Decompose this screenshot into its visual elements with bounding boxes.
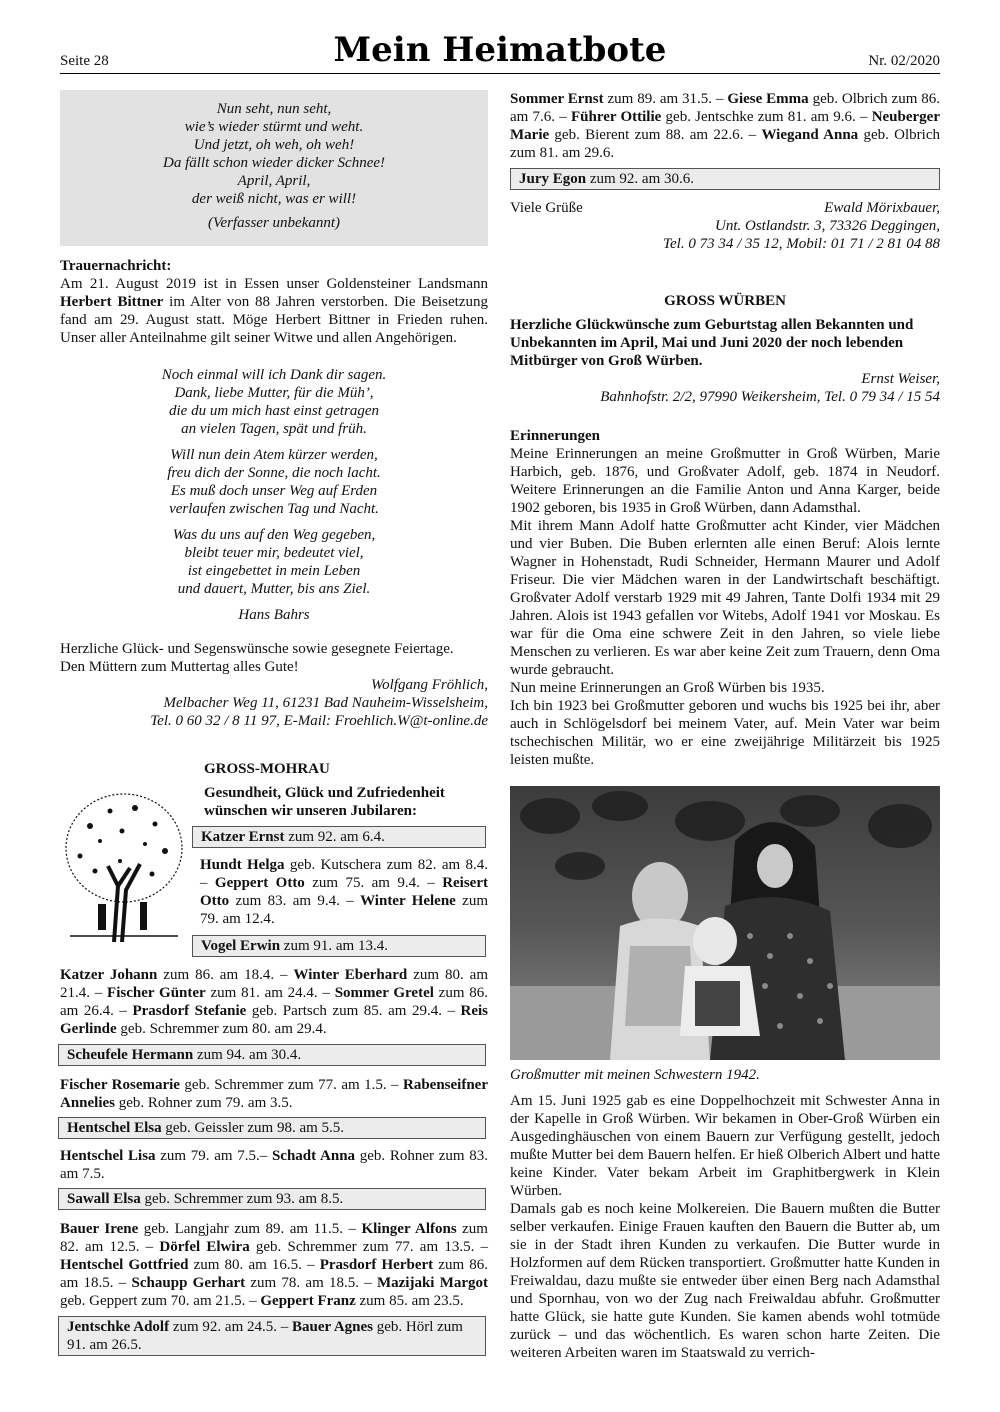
- person-name: Geppert Franz: [260, 1293, 356, 1309]
- obituary-heading: Trauernachricht:: [60, 258, 172, 274]
- person-name: Winter Eberhard: [293, 967, 408, 983]
- highlight-box: Sawall Elsa geb. Schremmer zum 93. am 8.5.: [58, 1188, 486, 1210]
- poem-line: verlaufen zwischen Tag und Nacht.: [169, 501, 379, 517]
- poem-line: und dauert, Mutter, bis ans Ziel.: [177, 581, 371, 597]
- poem-line: freu dich der Sonne, die noch lacht.: [167, 465, 381, 481]
- obituary-text: Am 21. August 2019 ist in Essen unser Goldensteiner Landsmann Herbert Bittner im Alter von 88 Jahren verstorben. Die Beisetzung fand am 29. August statt. Möge Herbert Bittner in Frieden ruhen. Unser aller Anteilnahme gilt seiner Witwe und allen Angehörigen.: [60, 276, 488, 346]
- person-name: Sommer Ernst: [510, 91, 604, 107]
- mohrau-intro: Gesundheit, Glück und Zufriedenheit wünschen wir unseren Jubilaren:: [204, 785, 445, 819]
- jubilee-detail: zum 89. am 31.5. –: [603, 91, 728, 107]
- section-title-gross-wuerben: GROSS WÜRBEN: [664, 293, 786, 309]
- obituary: [60, 257, 488, 347]
- jubilee-detail: geb. Rohner zum 83. am 7.5.: [60, 1148, 488, 1182]
- memories-article: [510, 427, 940, 769]
- spring-poem: [60, 90, 488, 232]
- jubilee-detail: zum 79. am 7.5.–: [155, 1148, 272, 1164]
- jubilee-detail: geb. Olbrich zum 81. am 29.6.: [510, 127, 941, 161]
- signature-address: Melbacher Weg 11, 61231 Bad Nauheim-Wisselsheim,: [163, 695, 488, 711]
- jubilee-detail: zum 78. am 18.5. –: [245, 1275, 377, 1291]
- person-name: Prasdorf Stefanie: [132, 1003, 247, 1019]
- mother-poem: [60, 366, 488, 624]
- person-name: Winter Helene: [360, 893, 456, 909]
- jubilee-list: [60, 1220, 488, 1310]
- paragraph: Damals gab es noch keine Molkereien. Die Bauern mußten die Butter selber verkaufen. Einige Frauen kauften den Bauern die Butter ab, um sie in der Stadt ihren Kunden zu verkaufen. Die Butter wurde in Holzformen auf dem Rücken transportiert. Großmutter hatte Kunden in Freiwaldau, dazu mußte sie entweder über einen Berg nach Adamsthal und Spornhau, von wo der Zug nach Freiwaldau abfuhr. Großmutter hatte Glück, sie hatte gute Kunden. Sie kamen abends wohl totmüde zurück – und das wöchentlich. Es waren schon harte Zeiten. Die weiteren Arbeiten waren im Staatswald zu verrich-: [510, 1201, 940, 1361]
- tree-illustration: [60, 786, 188, 942]
- signature-address: Unt. Ostlandstr. 3, 73326 Deggingen,: [715, 218, 940, 234]
- person-name: Katzer Johann: [60, 967, 158, 983]
- jubilee-detail: geb. Langjahr zum 89. am 11.5. –: [138, 1221, 362, 1237]
- person-name: Führer Ottilie: [570, 109, 662, 125]
- signature-contact: Tel. 0 60 32 / 8 11 97, E-Mail: Froehlich.W@t-online.de: [150, 713, 488, 729]
- poem-line: Es muß doch unser Weg auf Erden: [170, 483, 378, 499]
- photo-caption: Großmutter mit meinen Schwestern 1942.: [510, 1067, 760, 1083]
- poem-line: der weiß nicht, was er will!: [191, 191, 357, 207]
- highlight-box: Hentschel Elsa geb. Geissler zum 98. am 5.5.: [58, 1117, 486, 1139]
- jubilee-list: [60, 966, 488, 1038]
- jubilee-detail: geb. Schremmer zum 80. am 29.4.: [116, 1021, 327, 1037]
- jubilee-detail: zum 81. am 24.4. –: [205, 985, 335, 1001]
- person-name: Schadt Anna: [271, 1148, 356, 1164]
- jubilee-detail: geb. Jentschke zum 81. am 9.6. –: [661, 109, 872, 125]
- paragraph: Am 15. Juni 1925 gab es eine Doppelhochzeit mit Schwester Anna in der Kapelle in Groß Würben. Wir bekamen in Ober-Groß Würben ein Ausgedinghäuschen von einem Bauern zur Verfügung gestellt, jedoch mußte Mutter bei dem Bauern helfen. Er hieß Olberich Albert und hatte keine Kinder. Vater bekam Arbeit im Graphitbergwerk in Klein Würben.: [510, 1093, 940, 1199]
- poem-line: Will nun dein Atem kürzer werden,: [170, 447, 378, 463]
- poem-line: April, April,: [237, 173, 311, 189]
- person-name: Rabenseifner Annelies: [60, 1077, 488, 1111]
- signature-name: Ewald Mörixbauer,: [824, 200, 940, 216]
- jubilee-detail: zum 86. am 26.4. –: [60, 985, 489, 1019]
- person-name: Hundt Helga: [200, 857, 285, 873]
- poem-line: Nun seht, nun seht,: [216, 101, 332, 117]
- jubilee-list: [510, 90, 940, 162]
- greeting: [60, 640, 488, 730]
- poem-author: Hans Bahrs: [238, 607, 310, 623]
- highlight-box: Jury Egon zum 92. am 30.6.: [510, 168, 940, 190]
- poem-line: wie’s wieder stürmt und weht.: [184, 119, 364, 135]
- masthead-title: Mein Heimatbote: [333, 30, 667, 70]
- poem-line: Dank, liebe Mutter, für die Müh’,: [174, 385, 374, 401]
- person-name: Fischer Rosemarie: [60, 1077, 180, 1093]
- poem-line: Was du uns auf den Weg gegeben,: [172, 527, 376, 543]
- jubilee-detail: geb. Bierent zum 88. am 22.6. –: [549, 127, 762, 143]
- wuerben-signature: [510, 370, 940, 406]
- greeting-line: Herzliche Glück- und Segenswünsche sowie gesegnete Feiertage.: [60, 641, 454, 657]
- poem-line: Da fällt schon wieder dicker Schnee!: [162, 155, 386, 171]
- page-number: Seite 28: [60, 53, 109, 69]
- article-heading: Erinnerungen: [510, 428, 601, 444]
- jubilee-detail: zum 86. am 18.4. –: [157, 967, 294, 983]
- highlight-box: Katzer Ernst zum 92. am 6.4.: [192, 826, 486, 848]
- jubilee-detail: zum 80. am 16.5. –: [188, 1257, 320, 1273]
- signature-name: Wolfgang Fröhlich,: [371, 677, 488, 693]
- highlight-box: Vogel Erwin zum 91. am 13.4.: [192, 935, 486, 957]
- signature-address: Bahnhofstr. 2/2, 97990 Weikersheim, Tel. 0 79 34 / 15 54: [600, 389, 940, 405]
- person-name: Neuberger Marie: [510, 109, 940, 143]
- jubilee-detail: geb. Schremmer zum 77. am 1.5. –: [179, 1077, 403, 1093]
- jubilee-detail: geb. Partsch zum 85. am 29.4. –: [246, 1003, 461, 1019]
- memories-article-continued: [510, 1092, 940, 1362]
- signature-contact: Tel. 0 73 34 / 35 12, Mobil: 01 71 / 2 81 04 88: [663, 236, 940, 252]
- person-name: Giese Emma: [727, 91, 809, 107]
- jubilee-detail: geb. Rohner zum 79. am 3.5.: [115, 1095, 293, 1111]
- poem-line: bleibt teuer mir, bedeutet viel,: [184, 545, 364, 561]
- poem-box: [60, 90, 488, 246]
- regards: Viele Grüße: [510, 200, 583, 216]
- person-name: Prasdorf Herbert: [319, 1257, 434, 1273]
- person-name: Geppert Otto: [214, 875, 305, 891]
- jubilee-detail: zum 92. am 24.5. –: [169, 1319, 292, 1335]
- paragraph: Meine Erinnerungen an meine Großmutter in Groß Würben, Marie Harbich, geb. 1876, und Großvater Adolf, geb. 1874 in Neudorf. Weitere Erinnerungen an die Familie Anton und Anna Karger, beide 1902 geboren, bis 1935 in Groß Würben, dann Adamsthal.: [510, 446, 940, 516]
- person-name: Reisert Otto: [200, 875, 488, 909]
- poem-line: Noch einmal will ich Dank dir sagen.: [161, 367, 387, 383]
- person-name: Sommer Gretel: [334, 985, 434, 1001]
- jubilee-detail: geb. Kutschera zum 82. am 8.4. –: [200, 857, 488, 891]
- paragraph: Ich bin 1923 bei Großmutter geboren und wuchs bis 1925 bei ihr, aber auch in Schlögelsdorf bei meinem Vater, auf. Mein Vater war beim tschechischen Militär, wo er eine zweijährige Militärzeit bis 1925 leisten mußte.: [510, 698, 940, 768]
- jubilee-detail: geb. Hörl zum 91. am 26.5.: [67, 1319, 463, 1353]
- highlight-box: Scheufele Hermann zum 94. am 30.4.: [58, 1044, 486, 1066]
- person-name: Bauer Irene: [60, 1221, 139, 1237]
- poem-author: (Verfasser unbekannt): [207, 215, 341, 231]
- signature-name: Ernst Weiser,: [861, 371, 940, 387]
- jubilee-detail: zum 86. am 18.5. –: [60, 1257, 488, 1291]
- person-name: Dörfel Elwira: [159, 1239, 250, 1255]
- person-name: Fischer Günter: [107, 985, 206, 1001]
- jubilee-list: [60, 1076, 488, 1112]
- person-name: Schaupp Gerhart: [131, 1275, 246, 1291]
- jubilee-detail: zum 85. am 23.5.: [355, 1293, 464, 1309]
- greeting-line: Den Müttern zum Muttertag alles Gute!: [60, 659, 299, 675]
- jubilee-detail: zum 75. am 9.4. –: [304, 875, 443, 891]
- header-rule: [60, 73, 940, 74]
- regards-block: [510, 199, 940, 253]
- issue-number: Nr. 02/2020: [868, 53, 940, 69]
- jubilee-list: [60, 1147, 488, 1183]
- poem-line: Und jetzt, oh weh, oh weh!: [193, 137, 355, 153]
- poem-line: ist eingebettet in mein Leben: [187, 563, 361, 579]
- wuerben-intro: Herzliche Glückwünsche zum Geburtstag allen Bekannten und Unbekannten im April, Mai und Juni 2020 der noch lebenden Mitbürger von Groß Würben.: [510, 317, 914, 369]
- person-name: Reis Gerlinde: [60, 1003, 489, 1037]
- jubilee-detail: zum 83. am 9.4. –: [229, 893, 361, 909]
- person-name: Hentschel Lisa: [60, 1148, 156, 1164]
- person-name: Wiegand Anna: [761, 127, 859, 143]
- jubilee-detail: zum 82. am 12.5. –: [60, 1221, 488, 1255]
- person-name: Jentschke Adolf: [67, 1319, 170, 1335]
- jubilee-list: [200, 856, 488, 928]
- jubilee-detail: geb. Geppert zum 70. am 21.5. –: [60, 1293, 261, 1309]
- person-name: Bauer Agnes: [292, 1319, 373, 1335]
- section-title-gross-mohrau: GROSS-MOHRAU: [204, 761, 330, 777]
- paragraph: Nun meine Erinnerungen an Groß Würben bis 1935.: [510, 680, 825, 696]
- family-photo: [510, 786, 940, 1060]
- person-name: Hentschel Gottfried: [60, 1257, 189, 1273]
- jubilee-detail: zum 80. am 21.4. –: [60, 967, 488, 1001]
- highlight-box: [58, 1316, 486, 1356]
- paragraph: Mit ihrem Mann Adolf hatte Großmutter acht Kinder, vier Mädchen und vier Buben. Die Buben erlernten alle einen Beruf: Alois lernte Wagner in Hohenstadt, Rudi Schneider, Hermann Maurer und Adolf Friseur. Die vier Mädchen waren in der Landwirtschaft beschäftigt. Großvater Adolf verstarb 1929 mit 49 Jahren, Tante Dolfi 1934 mit 29 Jahren. Alois ist 1943 gefallen vor Witebs, Adolf 1941 vor Moskau. Es war für die Oma eine schwere Zeit in den Jahren, so viele liebe Menschen zu verlieren. Es war aber keine Zeit zum Trauern, denn Oma wurde gebraucht.: [510, 518, 940, 678]
- poem-line: an vielen Tagen, spät und früh.: [181, 421, 367, 437]
- jubilee-detail: geb. Olbrich zum 86. am 7.6. –: [510, 91, 941, 125]
- person-name: Klinger Alfons: [361, 1221, 457, 1237]
- jubilee-detail: zum 79. am 12.4.: [200, 893, 489, 927]
- jubilee-detail: geb. Schremmer zum 77. am 13.5. –: [249, 1239, 489, 1255]
- person-name: Mazijaki Margot: [376, 1275, 489, 1291]
- poem-line: die du um mich hast einst getragen: [169, 403, 379, 419]
